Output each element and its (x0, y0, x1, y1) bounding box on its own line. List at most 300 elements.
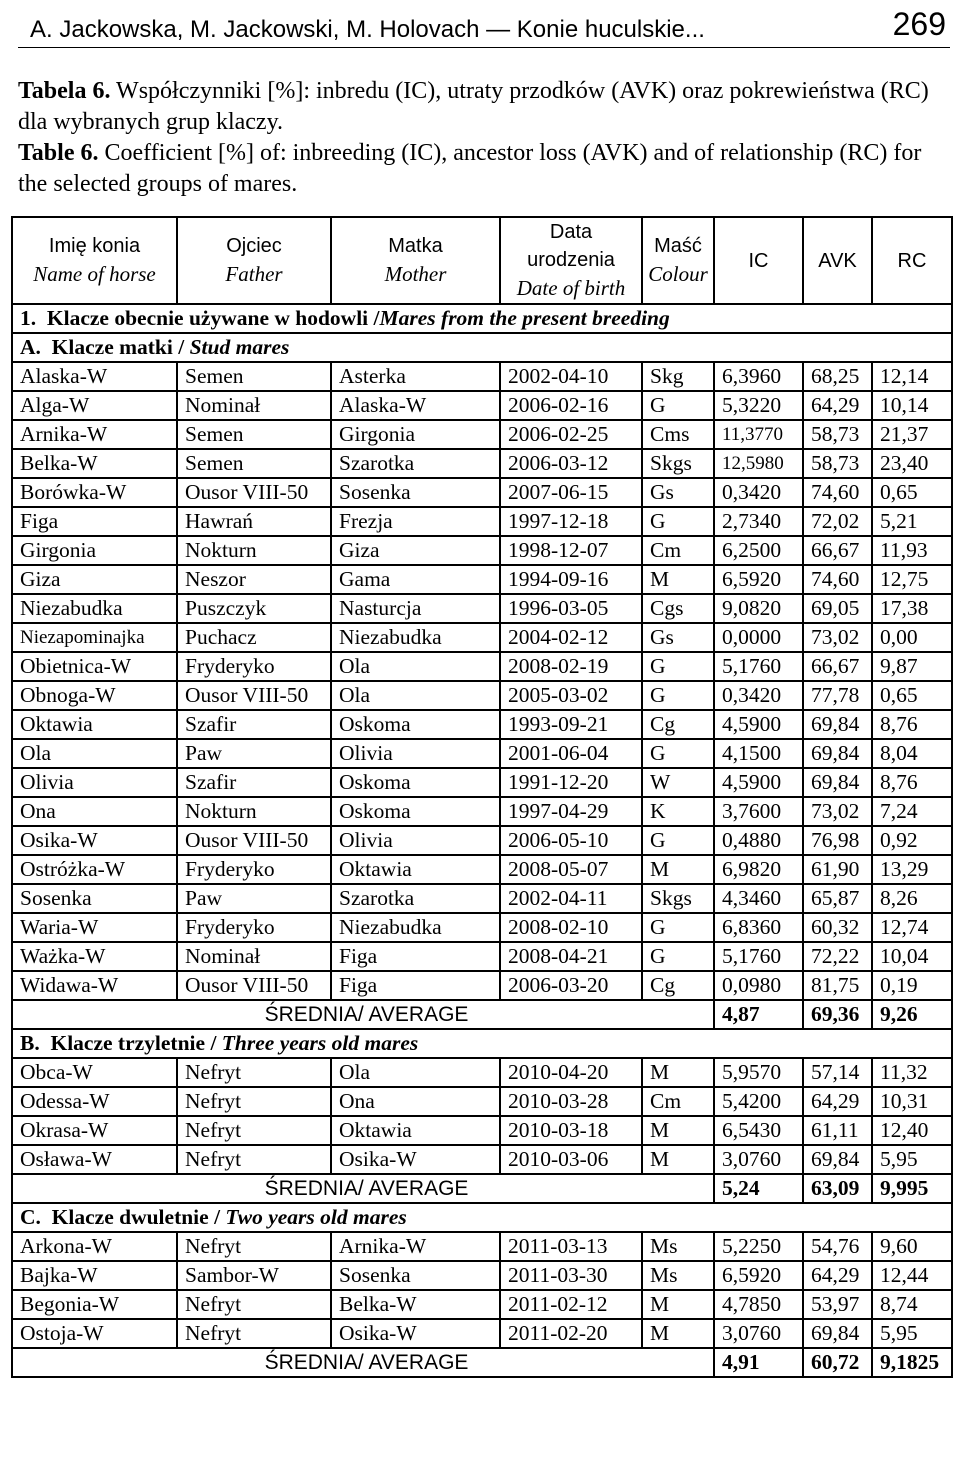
cell-mother: Ola (331, 652, 500, 681)
cell-ic: 3,0760 (714, 1145, 803, 1174)
cell-mother: Asterka (331, 362, 500, 391)
cell-mother: Gama (331, 565, 500, 594)
cell-rc: 12,75 (872, 565, 952, 594)
cell-date-of-birth: 1997-12-18 (500, 507, 642, 536)
cell-ic: 5,3220 (714, 391, 803, 420)
table-row (12, 1290, 952, 1319)
cell-father: Ousor VIII-50 (177, 971, 331, 1000)
cell-colour: G (642, 913, 714, 942)
cell-colour: Skg (642, 362, 714, 391)
cell-name: Arkona-W (12, 1232, 177, 1261)
table-row (12, 391, 952, 420)
cell-rc: 9,87 (872, 652, 952, 681)
average-avk: 63,09 (803, 1174, 872, 1203)
cell-colour: M (642, 1290, 714, 1319)
cell-ic: 0,0980 (714, 971, 803, 1000)
cell-father: Paw (177, 739, 331, 768)
cell-colour: Cg (642, 971, 714, 1000)
cell-avk: 69,05 (803, 594, 872, 623)
table-row (12, 1261, 952, 1290)
section-letter: C. (20, 1205, 41, 1229)
cell-colour: M (642, 1116, 714, 1145)
cell-mother: Olivia (331, 826, 500, 855)
cell-ic: 9,0820 (714, 594, 803, 623)
cell-ic: 0,3420 (714, 478, 803, 507)
cell-father: Neszor (177, 565, 331, 594)
cell-ic: 6,2500 (714, 536, 803, 565)
cell-rc: 10,14 (872, 391, 952, 420)
cell-avk: 54,76 (803, 1232, 872, 1261)
cell-name: Alaska-W (12, 362, 177, 391)
mares-table (11, 216, 953, 1378)
group-row: 1. Klacze obecnie używane w hodowli /Mares from the present breeding (12, 304, 952, 333)
cell-mother: Belka-W (331, 1290, 500, 1319)
cell-rc: 23,40 (872, 449, 952, 478)
cell-ic: 5,9570 (714, 1058, 803, 1087)
cell-father: Hawrań (177, 507, 331, 536)
cell-avk: 58,73 (803, 449, 872, 478)
header-father: Ojciec Father (177, 217, 331, 304)
cell-rc: 5,95 (872, 1145, 952, 1174)
cell-mother: Alaska-W (331, 391, 500, 420)
header-rc: RC (872, 217, 952, 304)
table-row (12, 971, 952, 1000)
cell-name: Obca-W (12, 1058, 177, 1087)
cell-rc: 0,65 (872, 478, 952, 507)
cell-ic: 3,0760 (714, 1319, 803, 1348)
cell-rc: 17,38 (872, 594, 952, 623)
cell-mother: Sosenka (331, 478, 500, 507)
cell-father: Fryderyko (177, 855, 331, 884)
cell-rc: 9,60 (872, 1232, 952, 1261)
table-row (12, 768, 952, 797)
cell-name: Ola (12, 739, 177, 768)
table-row (12, 565, 952, 594)
cell-colour: M (642, 1058, 714, 1087)
table-row (12, 478, 952, 507)
table-row (12, 797, 952, 826)
cell-mother: Girgonia (331, 420, 500, 449)
cell-date-of-birth: 2011-03-30 (500, 1261, 642, 1290)
cell-ic: 11,3770 (714, 420, 803, 449)
cell-date-of-birth: 1993-09-21 (500, 710, 642, 739)
cell-father: Fryderyko (177, 652, 331, 681)
cell-colour: G (642, 391, 714, 420)
cell-date-of-birth: 2010-03-18 (500, 1116, 642, 1145)
cell-colour: M (642, 1145, 714, 1174)
cell-avk: 76,98 (803, 826, 872, 855)
cell-avk: 64,29 (803, 391, 872, 420)
cell-name: Oktawia (12, 710, 177, 739)
section-letter: B. (20, 1031, 40, 1055)
average-rc: 9,26 (872, 1000, 952, 1029)
table-row (12, 1087, 952, 1116)
cell-father: Nefryt (177, 1145, 331, 1174)
table-row (12, 420, 952, 449)
caption-en-text: Coefficient [%] of: inbreeding (IC), ancestor loss (AVK) and of relationship (RC) for the selected groups of mares. (18, 140, 922, 197)
table-body (12, 304, 952, 1377)
cell-mother: Oskoma (331, 797, 500, 826)
header-avk: AVK (803, 217, 872, 304)
cell-rc: 0,00 (872, 623, 952, 652)
cell-ic: 4,3460 (714, 884, 803, 913)
section-letter: A. (20, 335, 41, 359)
cell-father: Nominał (177, 942, 331, 971)
cell-date-of-birth: 2010-03-28 (500, 1087, 642, 1116)
cell-name: Belka-W (12, 449, 177, 478)
cell-rc: 5,95 (872, 1319, 952, 1348)
cell-date-of-birth: 2004-02-12 (500, 623, 642, 652)
cell-father: Nefryt (177, 1290, 331, 1319)
cell-name: Obnoga-W (12, 681, 177, 710)
table-row (12, 942, 952, 971)
cell-ic: 4,5900 (714, 768, 803, 797)
section-label-en: Two years old mares (225, 1205, 407, 1229)
caption-pl-text: Współczynniki [%]: inbredu (IC), utraty przodków (AVK) oraz pokrewieństwa (RC) dla wybranych grup klaczy. (18, 78, 929, 135)
cell-ic: 0,4880 (714, 826, 803, 855)
cell-mother: Ona (331, 1087, 500, 1116)
table-row (12, 1058, 952, 1087)
cell-rc: 0,65 (872, 681, 952, 710)
cell-mother: Ola (331, 681, 500, 710)
cell-date-of-birth: 2008-02-10 (500, 913, 642, 942)
cell-avk: 81,75 (803, 971, 872, 1000)
cell-father: Fryderyko (177, 913, 331, 942)
cell-ic: 2,7340 (714, 507, 803, 536)
cell-mother: Szarotka (331, 884, 500, 913)
table-row (12, 362, 952, 391)
cell-name: Niezabudka (12, 594, 177, 623)
cell-colour: G (642, 942, 714, 971)
section-label-pl: Klacze matki / (51, 335, 190, 359)
table-row (12, 1116, 952, 1145)
cell-avk: 69,84 (803, 710, 872, 739)
cell-name: Arnika-W (12, 420, 177, 449)
cell-name: Borówka-W (12, 478, 177, 507)
cell-mother: Ola (331, 1058, 500, 1087)
cell-colour: G (642, 507, 714, 536)
cell-mother: Oktawia (331, 1116, 500, 1145)
average-row (12, 1174, 952, 1203)
cell-avk: 53,97 (803, 1290, 872, 1319)
cell-name: Niezapominajka (12, 623, 177, 652)
cell-father: Semen (177, 420, 331, 449)
cell-rc: 8,04 (872, 739, 952, 768)
cell-name: Figa (12, 507, 177, 536)
cell-avk: 69,84 (803, 768, 872, 797)
cell-date-of-birth: 2006-05-10 (500, 826, 642, 855)
cell-date-of-birth: 1998-12-07 (500, 536, 642, 565)
cell-rc: 8,74 (872, 1290, 952, 1319)
cell-ic: 4,5900 (714, 710, 803, 739)
section-label-en: Three years old mares (221, 1031, 419, 1055)
average-ic: 4,87 (714, 1000, 803, 1029)
cell-father: Ousor VIII-50 (177, 478, 331, 507)
cell-rc: 12,74 (872, 913, 952, 942)
cell-colour: K (642, 797, 714, 826)
average-row (12, 1348, 952, 1377)
cell-rc: 8,76 (872, 768, 952, 797)
header-colour: Maść Colour (642, 217, 714, 304)
cell-colour: Gs (642, 478, 714, 507)
cell-date-of-birth: 2006-03-12 (500, 449, 642, 478)
section-label-pl: Klacze dwuletnie / (51, 1205, 226, 1229)
cell-ic: 6,5920 (714, 565, 803, 594)
cell-rc: 10,31 (872, 1087, 952, 1116)
cell-avk: 72,02 (803, 507, 872, 536)
cell-mother: Oktawia (331, 855, 500, 884)
cell-date-of-birth: 2007-06-15 (500, 478, 642, 507)
cell-colour: G (642, 739, 714, 768)
cell-father: Ousor VIII-50 (177, 681, 331, 710)
section-header-row (12, 1203, 952, 1232)
cell-ic: 5,2250 (714, 1232, 803, 1261)
cell-rc: 5,21 (872, 507, 952, 536)
cell-date-of-birth: 2006-03-20 (500, 971, 642, 1000)
cell-father: Nokturn (177, 797, 331, 826)
cell-date-of-birth: 2002-04-10 (500, 362, 642, 391)
cell-mother: Nasturcja (331, 594, 500, 623)
average-label: ŚREDNIA/ AVERAGE (12, 1348, 714, 1377)
cell-colour: G (642, 826, 714, 855)
average-label: ŚREDNIA/ AVERAGE (12, 1174, 714, 1203)
cell-father: Semen (177, 449, 331, 478)
table-row (12, 884, 952, 913)
average-rc: 9,1825 (872, 1348, 952, 1377)
table-row (12, 1319, 952, 1348)
cell-name: Ważka-W (12, 942, 177, 971)
section-label-pl: Klacze trzyletnie / (50, 1031, 222, 1055)
header-ic: IC (714, 217, 803, 304)
cell-avk: 61,11 (803, 1116, 872, 1145)
cell-colour: Skgs (642, 884, 714, 913)
cell-date-of-birth: 1996-03-05 (500, 594, 642, 623)
cell-date-of-birth: 1994-09-16 (500, 565, 642, 594)
cell-ic: 6,5430 (714, 1116, 803, 1145)
cell-date-of-birth: 2006-02-25 (500, 420, 642, 449)
cell-avk: 69,84 (803, 1319, 872, 1348)
cell-date-of-birth: 2011-02-20 (500, 1319, 642, 1348)
cell-colour: W (642, 768, 714, 797)
cell-colour: M (642, 565, 714, 594)
cell-rc: 10,04 (872, 942, 952, 971)
cell-mother: Figa (331, 942, 500, 971)
cell-mother: Giza (331, 536, 500, 565)
cell-rc: 13,29 (872, 855, 952, 884)
cell-name: Obietnica-W (12, 652, 177, 681)
cell-colour: Cm (642, 536, 714, 565)
cell-date-of-birth: 2008-02-19 (500, 652, 642, 681)
cell-avk: 58,73 (803, 420, 872, 449)
table-row (12, 449, 952, 478)
cell-colour: G (642, 681, 714, 710)
average-row (12, 1000, 952, 1029)
cell-father: Nokturn (177, 536, 331, 565)
cell-date-of-birth: 2010-03-06 (500, 1145, 642, 1174)
cell-date-of-birth: 2008-05-07 (500, 855, 642, 884)
cell-rc: 11,93 (872, 536, 952, 565)
cell-ic: 6,5920 (714, 1261, 803, 1290)
cell-name: Alga-W (12, 391, 177, 420)
cell-name: Giza (12, 565, 177, 594)
cell-rc: 8,76 (872, 710, 952, 739)
cell-colour: Gs (642, 623, 714, 652)
cell-name: Ona (12, 797, 177, 826)
cell-mother: Oskoma (331, 710, 500, 739)
header-rule (18, 47, 950, 48)
table-row (12, 739, 952, 768)
cell-avk: 74,60 (803, 478, 872, 507)
cell-colour: Cm (642, 1087, 714, 1116)
cell-father: Nominał (177, 391, 331, 420)
cell-avk: 73,02 (803, 623, 872, 652)
average-label: ŚREDNIA/ AVERAGE (12, 1000, 714, 1029)
cell-avk: 74,60 (803, 565, 872, 594)
cell-rc: 0,92 (872, 826, 952, 855)
cell-name: Ostoja-W (12, 1319, 177, 1348)
cell-colour: M (642, 855, 714, 884)
cell-father: Semen (177, 362, 331, 391)
cell-father: Nefryt (177, 1232, 331, 1261)
cell-avk: 77,78 (803, 681, 872, 710)
average-avk: 60,72 (803, 1348, 872, 1377)
cell-avk: 57,14 (803, 1058, 872, 1087)
cell-father: Szafir (177, 768, 331, 797)
cell-avk: 69,84 (803, 1145, 872, 1174)
cell-date-of-birth: 2001-06-04 (500, 739, 642, 768)
cell-rc: 8,26 (872, 884, 952, 913)
cell-ic: 0,0000 (714, 623, 803, 652)
cell-mother: Arnika-W (331, 1232, 500, 1261)
section-label-en: Stud mares (189, 335, 290, 359)
cell-avk: 68,25 (803, 362, 872, 391)
table-row (12, 1145, 952, 1174)
cell-avk: 66,67 (803, 652, 872, 681)
cell-name: Begonia-W (12, 1290, 177, 1319)
table-row (12, 652, 952, 681)
cell-avk: 66,67 (803, 536, 872, 565)
cell-father: Puszczyk (177, 594, 331, 623)
caption-en-label: Table 6. (18, 140, 99, 166)
cell-colour: Cms (642, 420, 714, 449)
cell-name: Girgonia (12, 536, 177, 565)
running-head (30, 6, 950, 44)
average-avk: 69,36 (803, 1000, 872, 1029)
cell-date-of-birth: 2005-03-02 (500, 681, 642, 710)
table-row (12, 623, 952, 652)
cell-avk: 69,84 (803, 739, 872, 768)
cell-name: Widawa-W (12, 971, 177, 1000)
cell-mother: Sosenka (331, 1261, 500, 1290)
page-number: 269 (892, 6, 946, 42)
table-row (12, 1232, 952, 1261)
cell-avk: 64,29 (803, 1261, 872, 1290)
running-head-authors: A. Jackowska, M. Jackowski, M. Holovach — Konie huculskie... (30, 16, 705, 43)
header-mother: Matka Mother (331, 217, 500, 304)
cell-colour: G (642, 652, 714, 681)
cell-mother: Niezabudka (331, 913, 500, 942)
cell-colour: Cgs (642, 594, 714, 623)
header-date-of-birth: Data urodzenia Date of birth (500, 217, 642, 304)
cell-ic: 6,8360 (714, 913, 803, 942)
cell-ic: 5,4200 (714, 1087, 803, 1116)
section-header-row (12, 333, 952, 362)
cell-mother: Frezja (331, 507, 500, 536)
cell-name: Osika-W (12, 826, 177, 855)
cell-mother: Olivia (331, 739, 500, 768)
cell-father: Ousor VIII-50 (177, 826, 331, 855)
cell-avk: 61,90 (803, 855, 872, 884)
cell-name: Osława-W (12, 1145, 177, 1174)
cell-avk: 65,87 (803, 884, 872, 913)
cell-ic: 3,7600 (714, 797, 803, 826)
cell-date-of-birth: 2006-02-16 (500, 391, 642, 420)
cell-father: Szafir (177, 710, 331, 739)
table-row (12, 855, 952, 884)
cell-name: Sosenka (12, 884, 177, 913)
cell-rc: 0,19 (872, 971, 952, 1000)
header-name: Imię konia Name of horse (12, 217, 177, 304)
cell-ic: 4,1500 (714, 739, 803, 768)
cell-date-of-birth: 2011-02-12 (500, 1290, 642, 1319)
cell-rc: 12,14 (872, 362, 952, 391)
cell-rc: 7,24 (872, 797, 952, 826)
cell-mother: Osika-W (331, 1319, 500, 1348)
cell-ic: 4,7850 (714, 1290, 803, 1319)
cell-name: Okrasa-W (12, 1116, 177, 1145)
cell-father: Nefryt (177, 1058, 331, 1087)
cell-father: Sambor-W (177, 1261, 331, 1290)
cell-rc: 12,44 (872, 1261, 952, 1290)
cell-name: Olivia (12, 768, 177, 797)
cell-mother: Oskoma (331, 768, 500, 797)
cell-name: Waria-W (12, 913, 177, 942)
cell-name: Ostróżka-W (12, 855, 177, 884)
table-row (12, 826, 952, 855)
table-header (12, 217, 952, 304)
table-caption (18, 76, 953, 200)
cell-colour: Skgs (642, 449, 714, 478)
cell-date-of-birth: 2011-03-13 (500, 1232, 642, 1261)
cell-mother: Niezabudka (331, 623, 500, 652)
table-row (12, 507, 952, 536)
average-rc: 9,995 (872, 1174, 952, 1203)
cell-father: Nefryt (177, 1087, 331, 1116)
cell-date-of-birth: 2002-04-11 (500, 884, 642, 913)
cell-mother: Szarotka (331, 449, 500, 478)
cell-colour: Ms (642, 1232, 714, 1261)
section-header-row (12, 1029, 952, 1058)
average-ic: 5,24 (714, 1174, 803, 1203)
average-ic: 4,91 (714, 1348, 803, 1377)
cell-ic: 5,1760 (714, 652, 803, 681)
cell-father: Nefryt (177, 1116, 331, 1145)
cell-ic: 5,1760 (714, 942, 803, 971)
cell-date-of-birth: 1991-12-20 (500, 768, 642, 797)
cell-avk: 72,22 (803, 942, 872, 971)
cell-name: Bajka-W (12, 1261, 177, 1290)
table-row (12, 681, 952, 710)
cell-ic: 0,3420 (714, 681, 803, 710)
cell-rc: 11,32 (872, 1058, 952, 1087)
cell-colour: Ms (642, 1261, 714, 1290)
cell-father: Paw (177, 884, 331, 913)
table-row (12, 594, 952, 623)
table-row (12, 536, 952, 565)
cell-mother: Osika-W (331, 1145, 500, 1174)
cell-name: Odessa-W (12, 1087, 177, 1116)
cell-father: Puchacz (177, 623, 331, 652)
